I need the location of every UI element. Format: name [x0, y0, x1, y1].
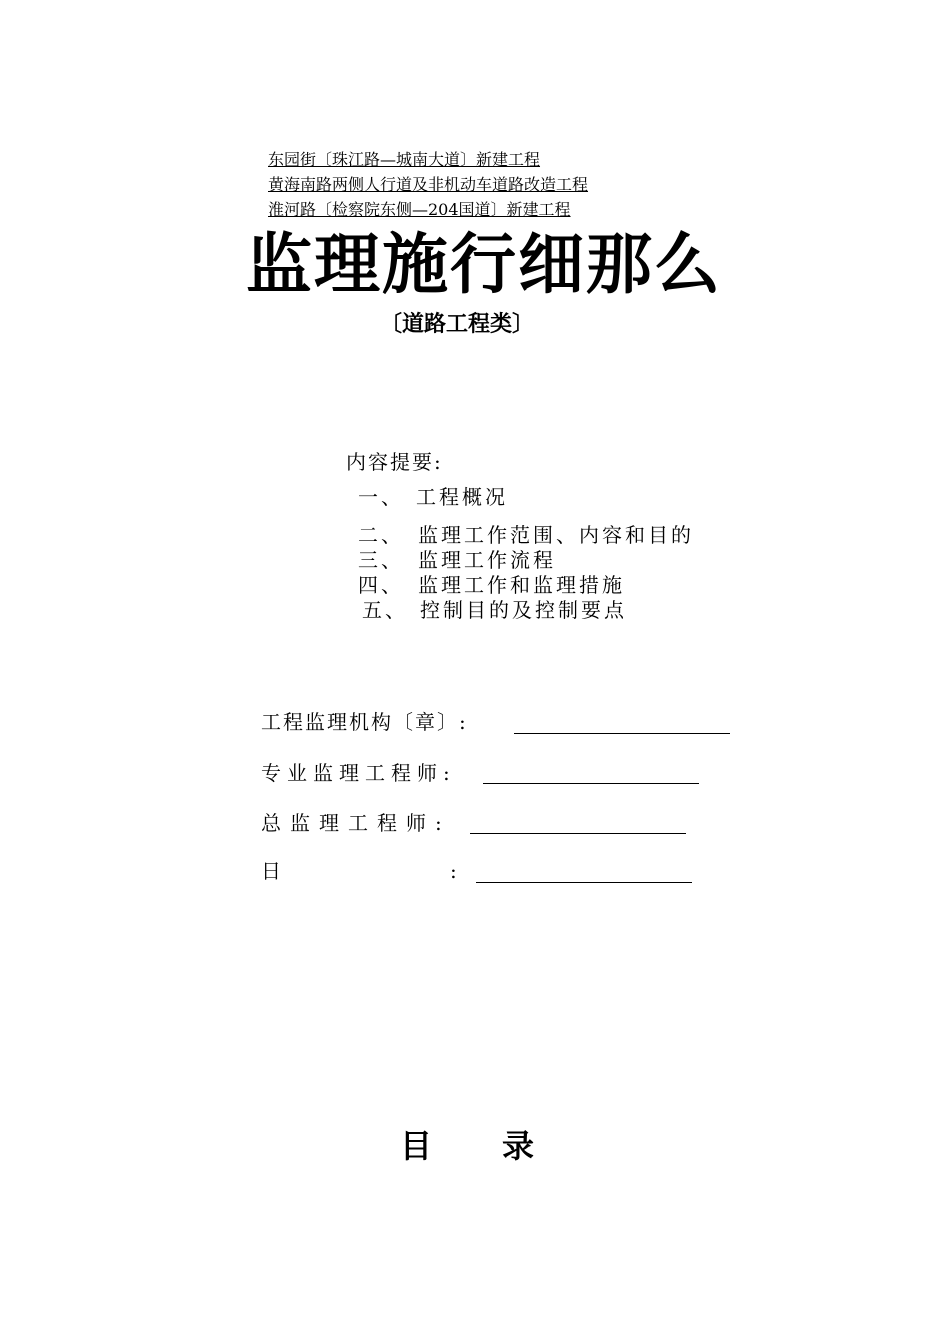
summary-item-text: 控制目的及控制要点	[420, 598, 627, 622]
toc-char-2: 录	[502, 1127, 535, 1165]
summary-item-number: 三、	[358, 548, 404, 572]
organization-seal-label: 工程监理机构〔章〕:	[261, 710, 468, 734]
chief-engineer-line[interactable]	[470, 833, 686, 834]
summary-item-number: 四、	[358, 573, 404, 597]
summary-item	[358, 547, 556, 573]
project-name-2: 黄海南路两侧人行道及非机动车道路改造工程	[268, 175, 589, 194]
project-name-3: 淮河路〔检察院东侧—204国道〕新建工程	[268, 200, 571, 219]
toc-char-1: 目	[400, 1127, 433, 1165]
summary-heading: 内容提要:	[346, 450, 443, 474]
chief-engineer-label: 总监理工程师:	[261, 811, 451, 835]
project-name-1: 东园街〔珠江路—城南大道〕新建工程	[268, 150, 541, 169]
summary-item-number: 二、	[358, 523, 404, 547]
summary-item	[358, 522, 694, 548]
date-colon: :	[450, 859, 457, 883]
summary-item-text: 监理工作和监理措施	[418, 573, 625, 597]
summary-item	[362, 597, 627, 623]
summary-item-text: 工程概况	[416, 485, 508, 509]
specialist-engineer-label: 专业监理工程师:	[261, 761, 456, 785]
document-subtitle: 〔道路工程类〕	[380, 312, 535, 337]
summary-item-number: 五、	[362, 598, 408, 622]
date-label: 日	[261, 859, 281, 883]
date-line[interactable]	[476, 882, 692, 883]
specialist-engineer-line[interactable]	[483, 783, 699, 784]
document-title: 监理施行细那么	[246, 226, 722, 303]
summary-item	[358, 572, 625, 598]
organization-seal-line[interactable]	[514, 733, 730, 734]
table-of-contents-heading	[400, 1124, 534, 1168]
summary-item-text: 监理工作范围、内容和目的	[418, 523, 694, 547]
summary-item	[358, 484, 508, 510]
summary-item-number: 一、	[358, 485, 404, 509]
summary-item-text: 监理工作流程	[418, 548, 556, 572]
